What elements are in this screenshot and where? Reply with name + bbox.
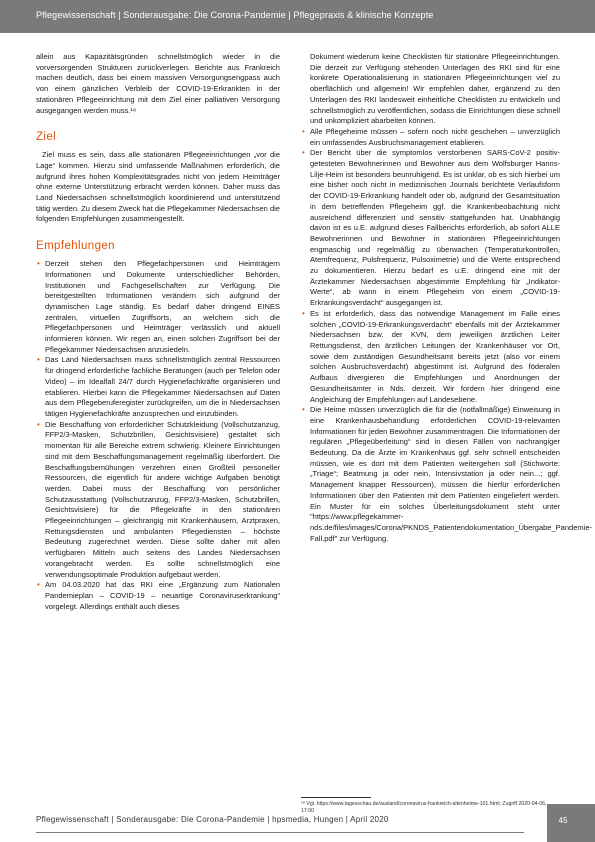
footnote: ¹⁸ Vgl. https://www.tagesschau.de/ausland/coronavirus-frankreich-altenheime-101.html; Zugriff 2020-04-06, 17:00 [301,801,547,814]
list-item: • Die Heime müssen unverzüglich die für die (notfallmäßige) Einweisung in eine Krankenhausbehandlung erforderlichen COVID-19-relevanten Informationen für jeden Bewohner zusammentragen. Die Informationen der regulären „Pflegeüberleitung“ sind in diesen Fällen von nachrangiger Bedeutung. Da die Ärzte im Krankenhaus ggf. sehr schnell entscheiden müssen, wie es dort mit dem Patienten weitergehen soll (Stichworte: „Triage“; Beatmung ja oder nein, Intensivstation ja oder nein...; ggf. Management knapper Ressourcen), müssen die hierfür erforderlichen Informationen über den Patienten mit dem Patienten eingeliefert werden. Ein Muster für ein solches Überleitungsdokument steht unter "https://www.pflegekammer-nds.de/files/images/Corona/PKNDS_Patientendokumentation_Übergabe_Pandemie-Fall.pdf" zur Verfügung. [301,405,560,544]
page-number: 45 [558,816,568,825]
footnote-divider [301,797,371,798]
ziel-heading: Ziel [36,131,57,144]
list-item: • Die Beschaffung von erforderlicher Schutzkleidung (Vollschutzanzug, FFP2/3-Masken, Schutzbrillen, Gesichtsvisiere) gestaltet sich momentan für alle Bereiche extrem schwierig. Kleinere Einrichtungen sind mit dem Beschaffungsmanagement regelmäßig überfordert. Die Beschaffungsbemühungen verzehren einen Großteil personeller Ressourcen, die eigentlich für andere wichtige Aufgaben benötigt werden. Dabei muss der Beschaffung von persönlicher Schutzausstattung (Vollschutzanzug, FFP2/3-Masken, Schutzbrillen, Gesichtsvisiere) für die Pflegekräfte in den stationären Pflegeeinrichtungen – gleichrangig mit Krankenhäusern, Arztpraxen, Rettungsdiensten und ambulanten Pflegediensten – höchste Bedeutung zugerechnet werden. Diese sollte daher mit allen verfügbaren Mitteln auch seitens des Landes Niedersachsen vorangebracht werden. Es sollte schnellstmöglich eine verwendungsoptimale Produktion aufgebaut werden. [36,420,280,581]
list-item: • Derzeit stehen den Pflegefachpersonen und Heimträgern Informationen und Dokumente unterschiedlicher Behörden, Institutionen und Fachgesellschaften zur Verfügung. Die bereitgestellten Informationen verändern sich aufgrund der dynamischen Lage ständig. Es bedarf daher dringend EINES zentralen, virtuellen Zugriffsorts, an welchem sich die Pflegefachpersonen und Heimträger verlässlich und aktuell informieren können. Wir regen an, einen solchen Zugriffsort bei der Pflegekammer Niedersachsen anzusiedeln. [36,259,280,355]
running-head: Pflegewissenschaft | Sonderausgabe: Die Corona-Pandemie | Pflegepraxis & klinische Konzepte [36,10,434,20]
right-column [301,52,593,544]
list-item: • Es ist erforderlich, dass das notwendige Management im Falle eines solchen „COVID-19-Erkrankungsverdacht“ ebenfalls mit der Ärztekammer Niedersachsen bzw. der KVN, dem jeweiligen ärztlichen Leiter Rettungsdienst, den ärztlichen Leitungen der Krankenhäuser vor Ort, sowie dem zuständigen Gesundheitsamt bereits jetzt (also vor einem solchen Ausbruchsverdacht) abgestimmt ist. Aufgrund des föderalen Aufbaus divergieren die Empfehlungen und Anordnungen der Gesundheitsämter in Nds. derzeit. Wir fordern hier dringend eine Angleichung der Empfehlungen auf Landesebene. [301,309,560,405]
continuation-paragraph: Dokument wiederum keine Checklisten für stationäre Pflegeeinrichtungen. Die derzeit zur Verfügung stehenden Unterlagen des RKI sind für eine konkrete Operationalisierung in stationären Pflegeeinrichtungen viel zu oberflächlich und allgemein! Wir empfehlen daher, ergänzend zu den Unterlagen des RKI landesweit einheitliche Checklisten zu entwickeln und schnellstmöglich zu veröffentlichen, sodass die Einrichtungen diese schnell und unkompliziert abarbeiten können. [310,52,560,126]
ziel-paragraph: Ziel muss es sein, dass alle stationären Pflegeeinrichtungen „vor die Lage“ kommen. Hierzu sind umfassende Maßnahmen erforderlich, die aufgrund ihres hohen Komplexitätsgrades nicht von jedem Heimträger ohne externe Unterstützung erbracht werden können. Daher muss das Land Niedersachsen schnellstmöglich koordinierend und unterstützend tätig werden. Zu diesem Zweck hat die Pflegekammer Niedersachsen die folgenden Empfehlungen zusammengestellt. [36,150,280,224]
footer-citation: Pflegewissenschaft | Sonderausgabe: Die Corona-Pandemie | hpsmedia, Hungen | April 2020 [36,815,389,824]
list-item: • Alle Pflegeheime müssen – sofern noch nicht geschehen – unverzüglich ein umfassendes Ausbruchsmanagement etablieren. [301,127,560,148]
recommendations-list-continued [301,126,593,544]
list-item: • Am 04.03.2020 hat das RKI eine „Ergänzung zum Nationalen Pandemieplan – COVID-19 – neuartige Coronaviruserkrankung“ vorgelegt. Allerdings enthält auch dieses [36,580,280,612]
running-header-bar [0,0,595,33]
page-number-box [547,804,595,842]
left-column [36,52,280,612]
intro-paragraph: allein aus Kapazitätsgründen schnellstmöglich wieder in die vorversorgenden Strukturen zurückverlegen. Berichte aus Frankreich machen deutlich, dass bei einem massiven Versorgungsengpass auch von einem gänzlichen Verbleib der COVID-19-Erkrankten in der stationären Pflegeeinrichtung mit dem Ziel einer palliativen Versorgung ausgegangen werden muss.¹⁸ [36,52,280,115]
list-item: • Der Bericht über die symptomlos verstorbenen SARS-CoV-2 positiv-getesteten Bewohnerinnen und Bewohner aus dem Wolfsburger Hanns-Lilje-Heim ist besonders beunruhigend. Es ist unklar, ob es sich hierbei um eine bisher noch nicht in medizinischen Journals berichtete Verlaufsform der COVID-19-Erkrankung handelt oder ob, aufgrund der Gesamtsituation in dem betreffenden Pflegeheim ggf. die Krankenbeobachtung nicht ausreichend differenziert und sensitiv stattgefunden hat. Unabhängig davon ist es u.E. aufgrund dieses Fallberichts erforderlich, ab sofort ALLE Bewohnerinnen und Bewohner in stationären Pflegeeinrichtungen engmaschig und regelmäßig zu überwachen (Temperaturkontrollen, Atemfrequenz, Pulsfrequenz, Pulsoximetrie) und die Werte entsprechend zu dokumentieren. Hierzu bedarf es u.E. dringend eine mit der Ärztekammer Niedersachsen abgestimmte Empfehlung für „Indikator-Werte“, ab wann in einem Pflegeheim von einem „COVID-19-Erkrankungsverdacht“ ausgegangen ist. [301,148,560,309]
recommendations-list [36,259,280,612]
list-item: • Das Land Niedersachsen muss schnellstmöglich zentral Ressourcen für dringend erforderliche fachliche Beratungen (auch per Telefon oder Video) – im Idealfall 24/7 durch Hygienefachkräfte organisieren und etablieren. Hierbei kann die Pflegekammer Niedersachsen auf Daten aus dem Pflegeberuferegister zurückgreifen, um die in Niedersachsen tätigen Hygienefachkräfte anzusprechen und einzubinden. [36,355,280,419]
footer-divider [36,832,524,833]
empfehlungen-heading: Empfehlungen [36,240,115,253]
